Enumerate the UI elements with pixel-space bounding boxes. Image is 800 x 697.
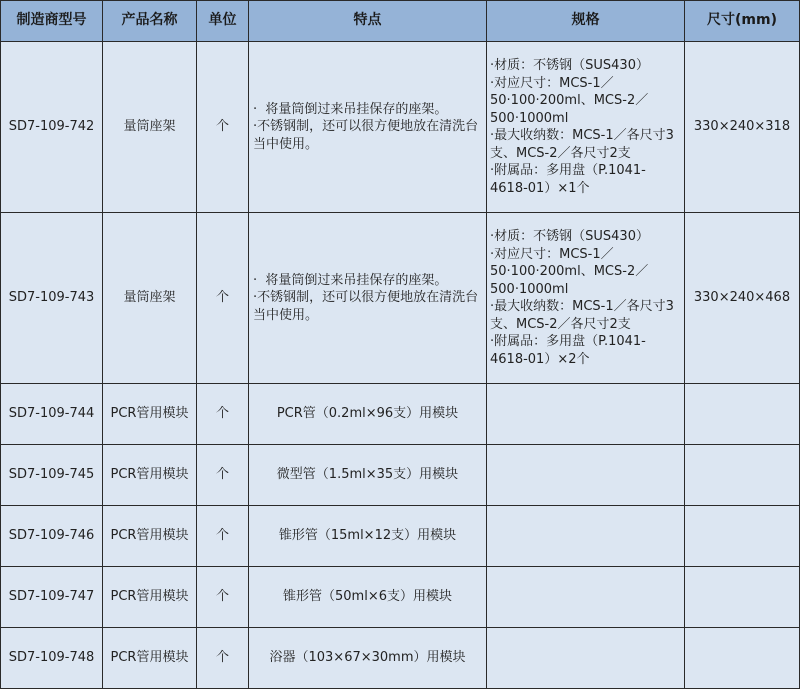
cell-unit: 个 [197,628,249,689]
header-unit: 单位 [197,1,249,42]
table-row [1,506,800,567]
cell-product-name: PCR管用模块 [103,628,197,689]
header-product-name: 产品名称 [103,1,197,42]
cell-model: SD7-109-747 [1,567,103,628]
table-row [1,42,800,213]
cell-spec: ·材质：不锈钢（SUS430） ·对应尺寸：MCS-1／50·100·200ml、MCS-2／500·1000ml ·最大收纳数：MCS-1／各尺寸3支、MCS-2／各尺寸2支 ·附属品：多用盘（P.1041-4618-01）×1个 [487,42,685,213]
cell-unit: 个 [197,506,249,567]
cell-size [685,445,800,506]
cell-product-name: 量筒座架 [103,213,197,384]
header-model: 制造商型号 [1,1,103,42]
cell-features: 锥形管（15ml×12支）用模块 [249,506,487,567]
cell-size [685,384,800,445]
cell-unit: 个 [197,42,249,213]
cell-spec [487,384,685,445]
cell-size [685,506,800,567]
cell-model: SD7-109-745 [1,445,103,506]
cell-features: 浴器（103×67×30mm）用模块 [249,628,487,689]
cell-model: SD7-109-746 [1,506,103,567]
cell-product-name: PCR管用模块 [103,445,197,506]
cell-spec [487,445,685,506]
table-row [1,213,800,384]
cell-size: 330×240×318 [685,42,800,213]
cell-model: SD7-109-743 [1,213,103,384]
header-row [1,1,800,42]
cell-unit: 个 [197,445,249,506]
header-spec: 规格 [487,1,685,42]
cell-spec [487,506,685,567]
header-features: 特点 [249,1,487,42]
cell-spec [487,567,685,628]
cell-unit: 个 [197,384,249,445]
cell-product-name: PCR管用模块 [103,567,197,628]
cell-model: SD7-109-742 [1,42,103,213]
cell-features: · 将量筒倒过来吊挂保存的座架。 ·不锈钢制，还可以很方便地放在清洗台当中使用。 [249,213,487,384]
cell-model: SD7-109-744 [1,384,103,445]
cell-features: · 将量筒倒过来吊挂保存的座架。 ·不锈钢制，还可以很方便地放在清洗台当中使用。 [249,42,487,213]
cell-features: PCR管（0.2ml×96支）用模块 [249,384,487,445]
cell-product-name: PCR管用模块 [103,384,197,445]
table-row [1,567,800,628]
cell-product-name: PCR管用模块 [103,506,197,567]
cell-features: 微型管（1.5ml×35支）用模块 [249,445,487,506]
cell-spec [487,628,685,689]
table-row [1,628,800,689]
cell-size: 330×240×468 [685,213,800,384]
cell-features: 锥形管（50ml×6支）用模块 [249,567,487,628]
cell-model: SD7-109-748 [1,628,103,689]
cell-unit: 个 [197,213,249,384]
cell-size [685,628,800,689]
cell-spec: ·材质：不锈钢（SUS430） ·对应尺寸：MCS-1／50·100·200ml、MCS-2／500·1000ml ·最大收纳数：MCS-1／各尺寸3支、MCS-2／各尺寸2支 ·附属品：多用盘（P.1041-4618-01）×2个 [487,213,685,384]
table-row [1,384,800,445]
header-size: 尺寸(mm) [685,1,800,42]
table-row [1,445,800,506]
cell-unit: 个 [197,567,249,628]
cell-size [685,567,800,628]
cell-product-name: 量筒座架 [103,42,197,213]
